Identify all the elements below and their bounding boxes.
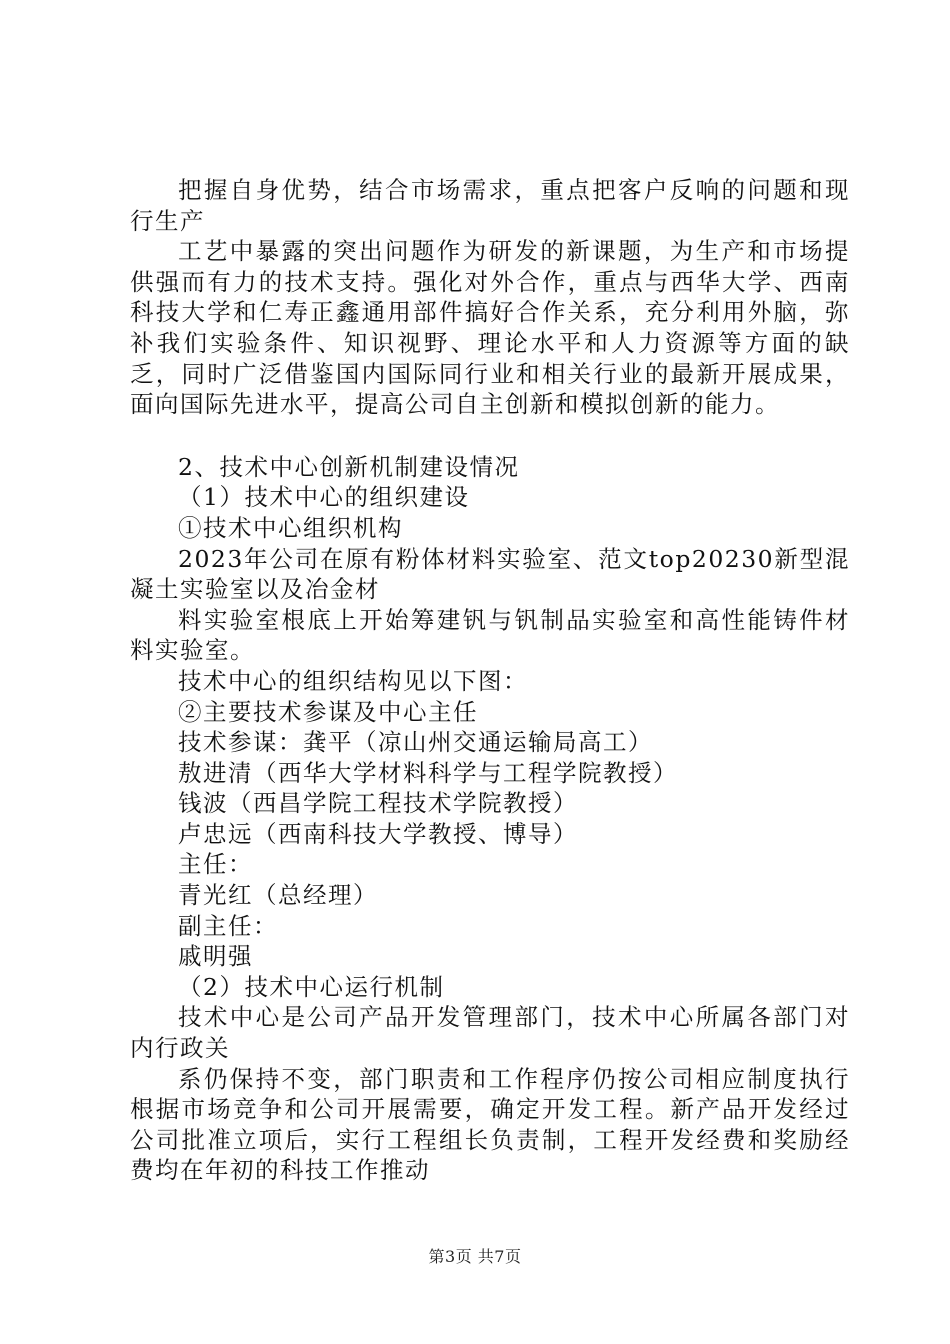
section-heading: 2、技术中心创新机制建设情况: [178, 452, 520, 481]
subsection-heading: （2）技术中心运行机制: [178, 972, 445, 1001]
role-label: 主任：: [178, 850, 253, 879]
paragraph-gap: [130, 420, 850, 452]
paragraph: 把握自身优势，结合市场需求，重点把客户反响的问题和现行生产: [130, 176, 850, 235]
document-body: [130, 175, 850, 1186]
role-name: 戚明强: [178, 942, 253, 971]
item-heading: ②主要技术参谋及中心主任: [178, 697, 478, 726]
item-heading: ①技术中心组织机构: [178, 513, 403, 542]
subsection-heading: （1）技术中心的组织建设: [178, 483, 470, 512]
advisor-line: 卢忠远（西南科技大学教授、博导）: [178, 819, 578, 848]
advisor-line: 技术参谋：龚平（凉山州交通运输局高工）: [178, 728, 653, 757]
paragraph: 工艺中暴露的突出问题作为研发的新课题，为生产和市场提供强而有力的技术支持。强化对外合作，重点与西华大学、西南科技大学和仁寿正鑫通用部件搞好合作关系，充分利用外脑，弥补我们实验条件、知识视野、理论水平和人力资源等方面的缺乏，同时广泛借鉴国内国际同行业和相关行业的最新开展成果，面向国际先进水平，提高公司自主创新和模拟创新的能力。: [130, 237, 850, 419]
paragraph: 料实验室根底上开始筹建钒与钒制品实验室和高性能铸件材料实验室。: [130, 605, 850, 665]
advisor-line: 敖进清（西华大学材料科学与工程学院教授）: [178, 758, 678, 787]
advisor-line: 钱波（西昌学院工程技术学院教授）: [178, 789, 578, 818]
page-number-footer: 第3页 共7页: [428, 1247, 522, 1266]
role-label: 副主任：: [178, 911, 278, 940]
paragraph: 技术中心是公司产品开发管理部门，技术中心所属各部门对内行政关: [130, 1003, 850, 1063]
paragraph: 2023年公司在原有粉体材料实验室、范文top20230新型混凝土实验室以及冶金材: [130, 544, 850, 604]
paragraph: 技术中心的组织结构见以下图：: [178, 666, 528, 695]
role-name: 青光红（总经理）: [178, 881, 378, 910]
paragraph: 系仍保持不变，部门职责和工作程序仍按公司相应制度执行根据市场竞争和公司开展需要，确定开发工程。新产品开发经过公司批准立项后，实行工程组长负责制，工程开发经费和奖励经费均在年初的科技工作推动: [130, 1064, 850, 1185]
